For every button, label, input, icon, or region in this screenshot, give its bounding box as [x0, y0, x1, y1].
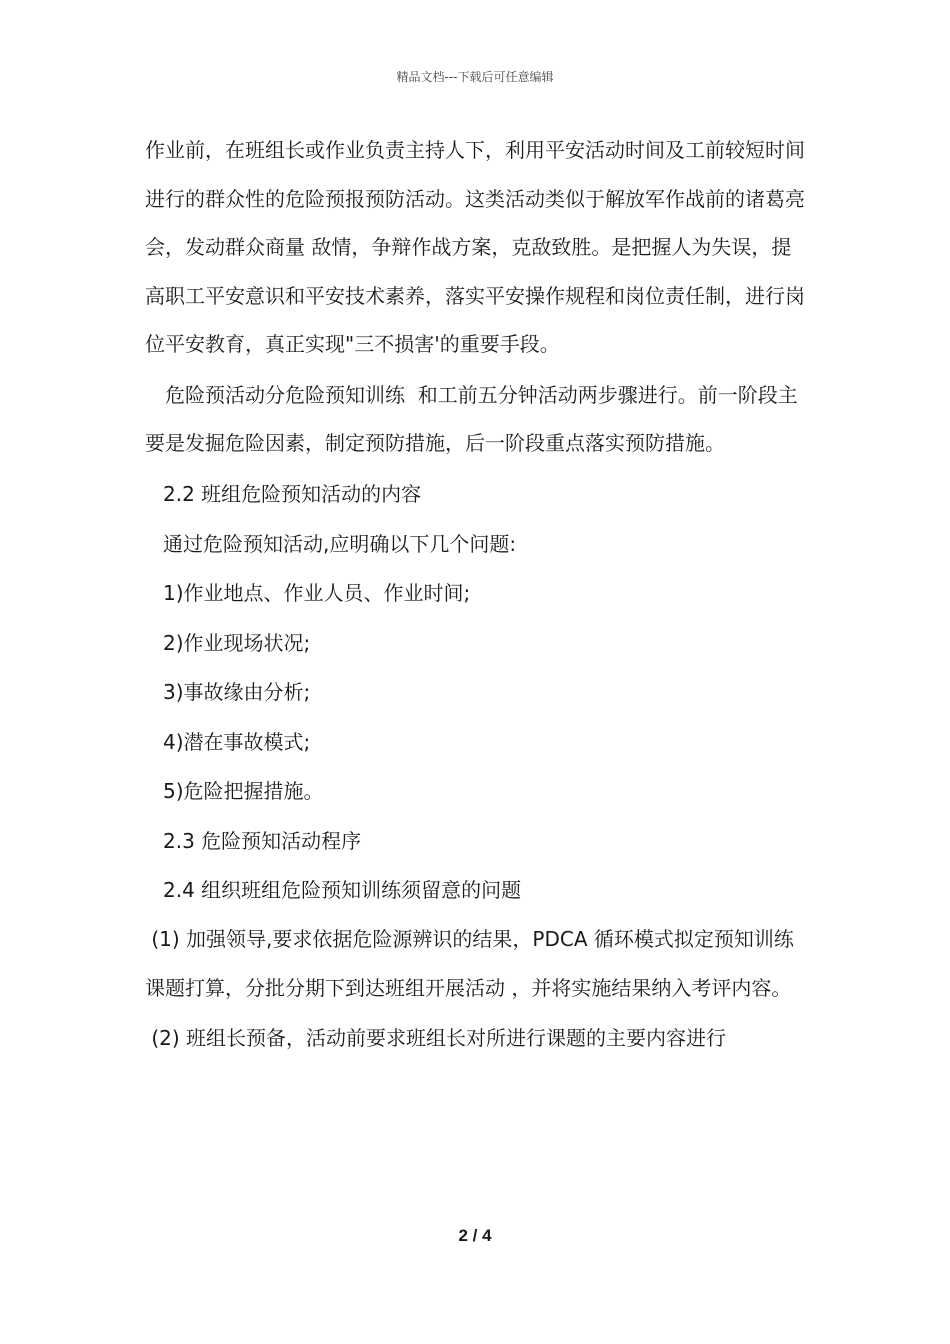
section-heading-2-2: 2.2 班组危险预知活动的内容: [163, 482, 422, 507]
paragraph-point-2: (2) 班组长预备，活动前要求班组长对所进行课题的主要内容进行: [145, 1026, 727, 1050]
page-header: 精品文档---下载后可任意编辑: [396, 70, 554, 84]
page-number: 2 / 4: [458, 1226, 492, 1245]
list-intro: 通过危险预知活动,应明确以下几个问题:: [163, 531, 517, 556]
section-heading-2-3: 2.3 危险预知活动程序: [163, 828, 362, 853]
paragraph-point-1: (1) 加强领导,要求依据危险源辨识的结果，PDCA 循环模式拟定预知训练课题打算，分批分期下到达班组开展活动 ，并将实施结果纳入考评内容。: [145, 927, 794, 1000]
list-item-3: 3)事故缘由分析;: [163, 680, 311, 705]
list-item-4: 4)潜在事故模式;: [163, 729, 311, 754]
paragraph-intro: 作业前，在班组长或作业负责主持人下，利用平安活动时间及工前较短时间进行的群众性的危险预报预防活动。这类活动类似于解放军作战前的诸葛亮会，发动群众商量 敌情，争辩作战方案，克敌致胜。是把握人为失误，提高职工平安意识和平安技术素养，落实平安操作规程和岗位责任制，进行岗位平安教育，真正实现"三不损害'的重要手段。: [145, 138, 805, 356]
section-heading-2-4: 2.4 组织班组危险预知训练须留意的问题: [163, 878, 522, 903]
paragraph-steps: 危险预活动分危险预知训练 和工前五分钟活动两步骤进行。前一阶段主要是发掘危险因素，制定预防措施，后一阶段重点落实预防措施。: [145, 382, 798, 455]
document-body: [145, 126, 809, 1063]
list-item-1: 1)作业地点、作业人员、作业时间;: [163, 581, 471, 606]
list-item-2: 2)作业现场状况;: [163, 630, 311, 655]
list-item-5: 5)危险把握措施。: [163, 779, 324, 804]
